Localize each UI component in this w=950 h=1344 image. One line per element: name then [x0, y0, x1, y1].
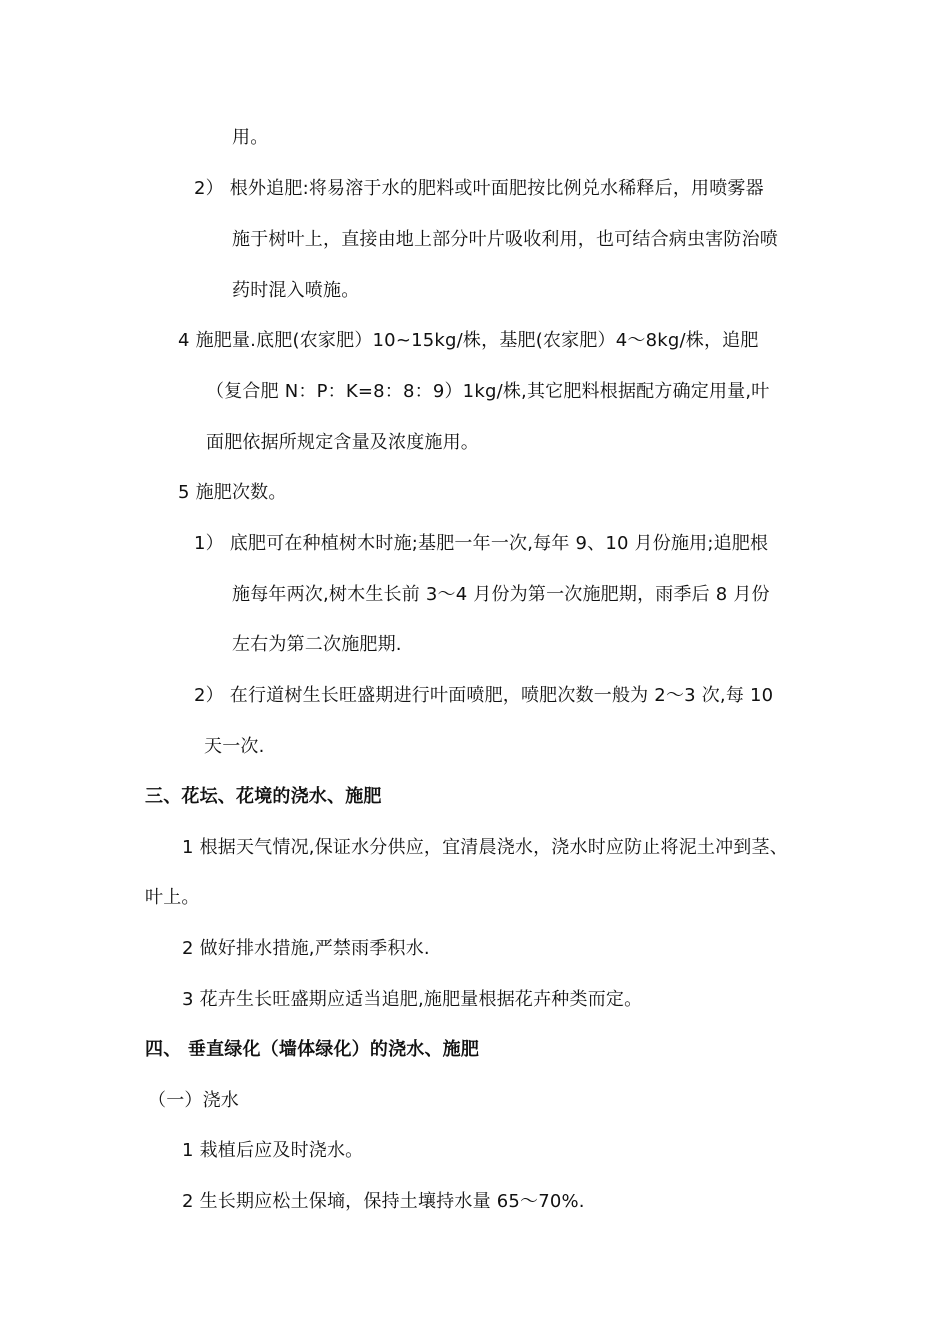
- text-line: 3 花卉生长旺盛期应适当追肥,施肥量根据花卉种类而定。: [182, 989, 643, 1010]
- text-line: 1 栽植后应及时浇水。: [182, 1140, 364, 1161]
- section-heading: 三、花坛、花境的浇水、施肥: [145, 786, 382, 807]
- text-line: 施每年两次,树木生长前 3～4 月份为第一次施肥期，雨季后 8 月份: [232, 584, 770, 605]
- text-line: 2） 在行道树生长旺盛期进行叶面喷肥，喷肥次数一般为 2～3 次,每 10: [194, 685, 774, 706]
- text-line: （复合肥 N：P：K=8：8：9）1kg/株,其它肥料根据配方确定用量,叶: [206, 381, 770, 402]
- text-line: 2 生长期应松土保墒，保持土壤持水量 65～70%.: [182, 1191, 585, 1212]
- text-line: 1） 底肥可在种植树木时施;基肥一年一次,每年 9、10 月份施用;追肥根: [194, 533, 769, 554]
- text-line: 面肥依据所规定含量及浓度施用。: [206, 432, 479, 453]
- text-line: 2） 根外追肥:将易溶于水的肥料或叶面肥按比例兑水稀释后，用喷雾器: [194, 178, 764, 199]
- text-line: 1 根据天气情况,保证水分供应，宜清晨浇水，浇水时应防止将泥土冲到茎、: [182, 837, 788, 858]
- subsection-heading: （一）浇水: [148, 1090, 239, 1111]
- text-line: 4 施肥量.底肥(农家肥）10~15kg/株，基肥(农家肥）4～8kg/株，追肥: [178, 330, 759, 351]
- text-line: 左右为第二次施肥期.: [232, 634, 402, 655]
- text-line: 施于树叶上，直接由地上部分叶片吸收利用，也可结合病虫害防治喷: [232, 229, 778, 250]
- text-line: 5 施肥次数。: [178, 482, 287, 503]
- text-line: 用。: [232, 127, 269, 148]
- text-line: 天一次.: [204, 736, 265, 757]
- section-heading: 四、 垂直绿化（墙体绿化）的浇水、施肥: [145, 1039, 480, 1060]
- text-line: 药时混入喷施。: [232, 280, 360, 301]
- text-line: 叶上。: [145, 887, 200, 908]
- text-line: 2 做好排水措施,严禁雨季积水.: [182, 938, 430, 959]
